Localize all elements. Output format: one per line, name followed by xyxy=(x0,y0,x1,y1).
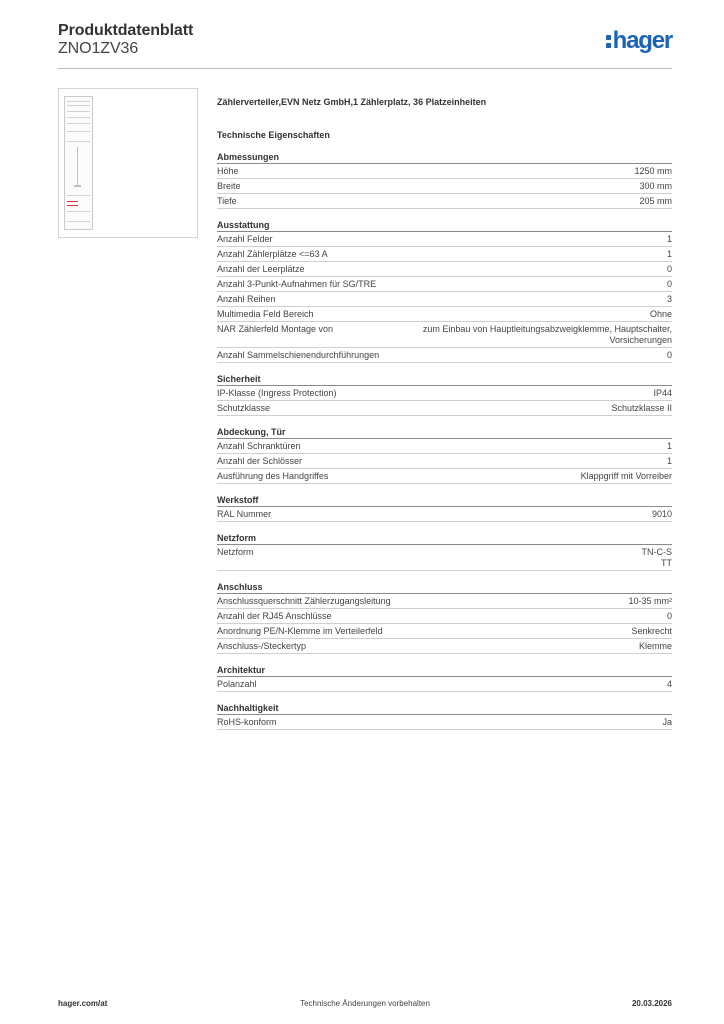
property-label: NAR Zählerfeld Montage von xyxy=(217,324,334,334)
property-row xyxy=(217,262,672,277)
technical-properties-heading: Technische Eigenschaften xyxy=(217,130,330,140)
property-label: Multimedia Feld Bereich xyxy=(217,309,314,319)
property-value: IP44 xyxy=(653,388,672,398)
property-label: Tiefe xyxy=(217,196,237,206)
property-label: Schutzklasse xyxy=(217,403,271,413)
property-row xyxy=(217,247,672,262)
property-row xyxy=(217,164,672,179)
property-value-line: TN-C-S xyxy=(641,547,672,557)
property-section xyxy=(217,580,672,654)
property-value: Klemme xyxy=(638,641,672,651)
datasheet-content xyxy=(217,96,672,739)
property-row xyxy=(217,507,672,522)
section-title: Abdeckung, Tür xyxy=(217,425,672,439)
property-value: 300 mm xyxy=(639,181,672,191)
header-divider xyxy=(58,68,672,69)
property-row xyxy=(217,609,672,624)
hager-logo xyxy=(606,28,672,54)
property-value: 205 mm xyxy=(639,196,672,206)
property-value-line: Vorsicherungen xyxy=(609,335,672,345)
property-value: Senkrecht xyxy=(631,626,672,636)
property-row xyxy=(217,194,672,209)
footer-note: Technische Änderungen vorbehalten xyxy=(300,999,430,1008)
property-label: Anzahl Reihen xyxy=(217,294,276,304)
property-sections xyxy=(217,150,672,730)
property-row xyxy=(217,292,672,307)
property-section xyxy=(217,493,672,522)
section-title: Ausstattung xyxy=(217,218,672,232)
property-value: 0 xyxy=(666,350,672,360)
property-label: Anzahl Schranktüren xyxy=(217,441,301,451)
product-description: Zählerverteiler,EVN Netz GmbH,1 Zählerplatz, 36 Platzeinheiten xyxy=(217,97,487,107)
footer-date: 20.03.2026 xyxy=(631,999,672,1008)
property-label: Anschluss-/Steckertyp xyxy=(217,641,307,651)
property-value: 4 xyxy=(666,679,672,689)
property-value: 1 xyxy=(666,456,672,466)
product-image xyxy=(58,88,198,238)
property-label: IP-Klasse (Ingress Protection) xyxy=(217,388,337,398)
property-label: Polanzahl xyxy=(217,679,257,689)
property-label: Höhe xyxy=(217,166,239,176)
property-value: 1 xyxy=(666,441,672,451)
property-row xyxy=(217,307,672,322)
property-label: Anzahl 3-Punkt-Aufnahmen für SG/TRE xyxy=(217,279,377,289)
property-row xyxy=(217,322,672,348)
property-label: Anzahl der Leerplätze xyxy=(217,264,305,274)
property-row xyxy=(217,439,672,454)
property-label: Ausführung des Handgriffes xyxy=(217,471,329,481)
property-section xyxy=(217,425,672,484)
property-label: Anzahl der Schlösser xyxy=(217,456,303,466)
property-section xyxy=(217,150,672,209)
property-label: Anzahl Sammelschienendurchführungen xyxy=(217,350,380,360)
property-label: RoHS-konform xyxy=(217,717,277,727)
property-row xyxy=(217,179,672,194)
cabinet-drawing-icon xyxy=(64,96,93,230)
property-value-line: TT xyxy=(661,558,672,568)
product-code: ZNO1ZV36 xyxy=(58,40,139,57)
property-section xyxy=(217,663,672,692)
property-row xyxy=(217,624,672,639)
property-value: 1 xyxy=(666,249,672,259)
section-title: Anschluss xyxy=(217,580,672,594)
property-value: 0 xyxy=(666,279,672,289)
property-row xyxy=(217,454,672,469)
property-row xyxy=(217,677,672,692)
property-row xyxy=(217,348,672,363)
property-section xyxy=(217,372,672,416)
property-value: Ohne xyxy=(649,309,672,319)
property-value xyxy=(413,324,672,346)
property-value: Ja xyxy=(662,717,672,727)
property-value: 1250 mm xyxy=(634,166,672,176)
property-row xyxy=(217,545,672,571)
property-value: Schutzklasse II xyxy=(611,403,672,413)
property-value: 1 xyxy=(666,234,672,244)
property-value: 0 xyxy=(666,264,672,274)
property-row xyxy=(217,232,672,247)
property-label: Anzahl der RJ45 Anschlüsse xyxy=(217,611,332,621)
section-title: Abmessungen xyxy=(217,150,672,164)
property-value: 0 xyxy=(666,611,672,621)
property-value-line: zum Einbau von Hauptleitungsabzweigklemme, Hauptschalter, xyxy=(422,324,672,334)
section-title: Sicherheit xyxy=(217,372,672,386)
property-row xyxy=(217,277,672,292)
property-row xyxy=(217,594,672,609)
property-value: Klappgriff mit Vorreiber xyxy=(580,471,672,481)
section-title: Architektur xyxy=(217,663,672,677)
property-value xyxy=(632,547,673,569)
page-header xyxy=(58,22,672,68)
logo-text: hager xyxy=(612,27,672,54)
property-row xyxy=(217,469,672,484)
property-row xyxy=(217,401,672,416)
property-label: Anordnung PE/N-Klemme im Verteilerfeld xyxy=(217,626,383,636)
footer-website: hager.com/at xyxy=(58,999,108,1008)
property-section xyxy=(217,218,672,363)
property-label: Anschlussquerschnitt Zählerzugangsleitung xyxy=(217,596,391,606)
property-section xyxy=(217,701,672,730)
section-title: Werkstoff xyxy=(217,493,672,507)
property-label: Anzahl Felder xyxy=(217,234,273,244)
property-label: Netzform xyxy=(217,547,254,557)
property-row xyxy=(217,386,672,401)
logo-dots-icon xyxy=(606,33,611,49)
document-title: Produktdatenblatt xyxy=(58,22,194,39)
property-label: Anzahl Zählerplätze <=63 A xyxy=(217,249,328,259)
section-title: Netzform xyxy=(217,531,672,545)
property-value: 3 xyxy=(666,294,672,304)
property-row xyxy=(217,715,672,730)
property-value: 10-35 mm² xyxy=(628,596,672,606)
property-value: 9010 xyxy=(651,509,672,519)
section-title: Nachhaltigkeit xyxy=(217,701,672,715)
property-label: RAL Nummer xyxy=(217,509,272,519)
property-section xyxy=(217,531,672,571)
property-row xyxy=(217,639,672,654)
property-label: Breite xyxy=(217,181,241,191)
